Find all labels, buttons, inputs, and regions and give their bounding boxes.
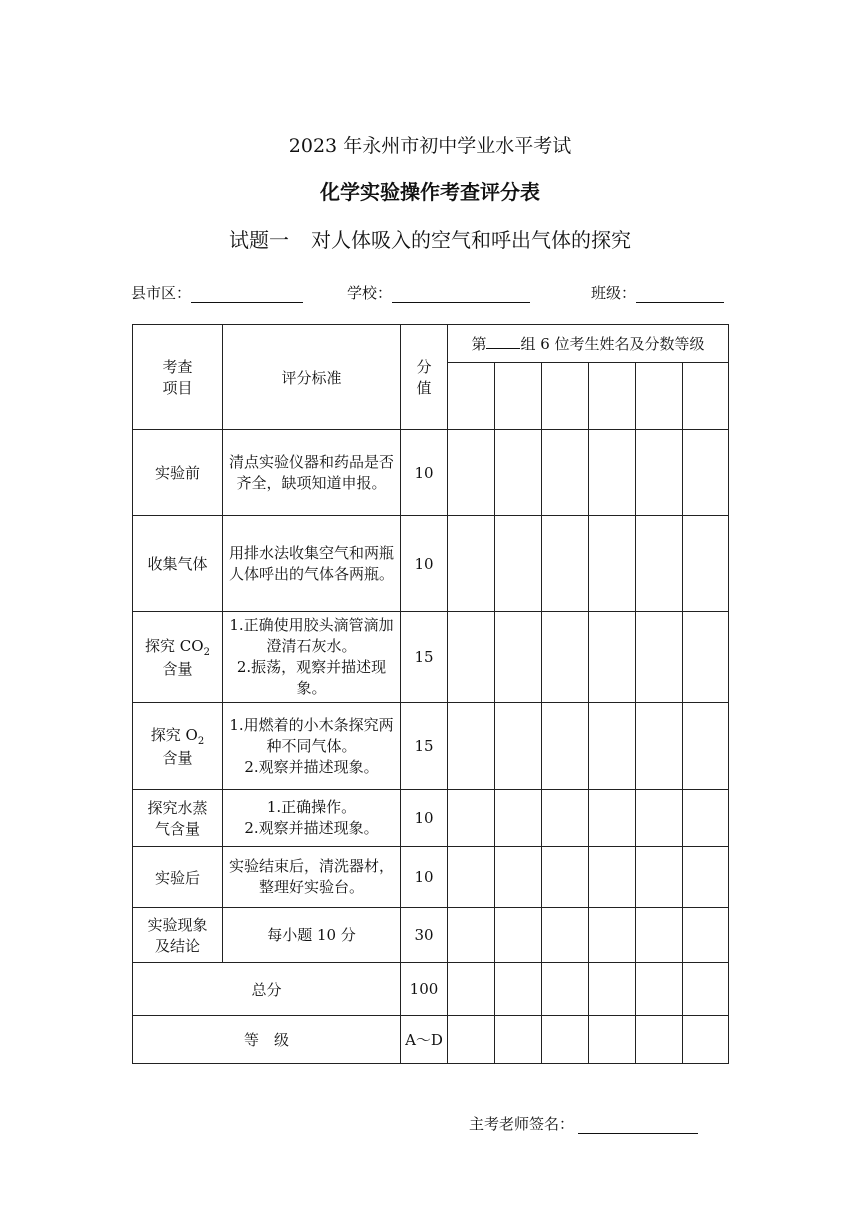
county-input-line[interactable] bbox=[191, 286, 303, 303]
score-cell[interactable] bbox=[542, 430, 589, 516]
score-cell[interactable] bbox=[542, 963, 589, 1016]
score-cell[interactable] bbox=[636, 847, 683, 908]
item-line1: 探究 O bbox=[150, 726, 198, 744]
score-cell[interactable] bbox=[683, 847, 729, 908]
score-cell[interactable] bbox=[495, 847, 542, 908]
score-cell[interactable] bbox=[448, 963, 495, 1016]
item-line2: 含量 bbox=[162, 660, 193, 678]
student-cell[interactable] bbox=[589, 363, 636, 430]
score-cell[interactable] bbox=[542, 612, 589, 703]
score-cell[interactable] bbox=[495, 430, 542, 516]
question-title: 对人体吸入的空气和呼出气体的探究 bbox=[311, 228, 631, 252]
item-header-line2: 项目 bbox=[162, 379, 193, 397]
criteria-line1: 1.正确使用胶头滴管滴加澄清石灰水。 bbox=[229, 616, 394, 655]
group-header-prefix: 第 bbox=[471, 335, 487, 353]
criteria-line2: 2.观察并描述现象。 bbox=[244, 757, 379, 776]
group-number-blank[interactable] bbox=[486, 334, 520, 349]
score-cell[interactable] bbox=[495, 908, 542, 963]
score-cell[interactable] bbox=[495, 963, 542, 1016]
score-cell[interactable] bbox=[542, 703, 589, 790]
table-row bbox=[133, 516, 729, 612]
criteria-cell bbox=[223, 790, 401, 847]
points-cell: 15 bbox=[401, 703, 448, 790]
table-row bbox=[133, 790, 729, 847]
grade-cell[interactable] bbox=[542, 1016, 589, 1064]
points-cell: 10 bbox=[401, 847, 448, 908]
item-subscript: 2 bbox=[203, 647, 210, 658]
item-line1: 探究水蒸 bbox=[147, 799, 208, 817]
county-label: 县市区： bbox=[131, 284, 192, 302]
score-cell[interactable] bbox=[542, 908, 589, 963]
score-cell[interactable] bbox=[636, 790, 683, 847]
points-cell: 10 bbox=[401, 430, 448, 516]
points-header-line1: 分 bbox=[416, 358, 432, 376]
group-header bbox=[448, 325, 729, 363]
grade-value: A～D bbox=[401, 1016, 448, 1064]
score-cell[interactable] bbox=[448, 612, 495, 703]
score-cell[interactable] bbox=[448, 847, 495, 908]
criteria-line1: 1.用燃着的小木条探究两种不同气体。 bbox=[229, 715, 394, 755]
score-cell[interactable] bbox=[589, 790, 636, 847]
criteria-line2: 2.观察并描述现象。 bbox=[244, 819, 379, 837]
table-row bbox=[133, 612, 729, 703]
class-input-line[interactable] bbox=[636, 286, 724, 303]
score-cell[interactable] bbox=[448, 430, 495, 516]
student-cell[interactable] bbox=[448, 363, 495, 430]
score-cell[interactable] bbox=[636, 612, 683, 703]
class-field bbox=[591, 282, 724, 303]
score-cell[interactable] bbox=[448, 790, 495, 847]
total-points: 100 bbox=[401, 963, 448, 1016]
item-line2: 含量 bbox=[162, 749, 193, 767]
student-cell[interactable] bbox=[636, 363, 683, 430]
grade-cell[interactable] bbox=[495, 1016, 542, 1064]
criteria-cell: 清点实验仪器和药品是否齐全，缺项知道申报。 bbox=[223, 430, 401, 516]
item-cell: 收集气体 bbox=[133, 516, 223, 612]
score-cell[interactable] bbox=[683, 430, 729, 516]
item-line1: 探究 CO bbox=[145, 637, 204, 655]
score-cell[interactable] bbox=[589, 430, 636, 516]
score-cell[interactable] bbox=[495, 703, 542, 790]
score-cell[interactable] bbox=[542, 847, 589, 908]
criteria-line1: 1.正确操作。 bbox=[266, 798, 357, 816]
grade-cell[interactable] bbox=[448, 1016, 495, 1064]
score-cell[interactable] bbox=[636, 908, 683, 963]
score-cell[interactable] bbox=[589, 516, 636, 612]
criteria-cell: 用排水法收集空气和两瓶人体呼出的气体各两瓶。 bbox=[223, 516, 401, 612]
grade-label: 等 级 bbox=[133, 1016, 401, 1064]
grade-row bbox=[133, 1016, 729, 1064]
school-input-line[interactable] bbox=[392, 286, 530, 303]
form-title: 化学实验操作考查评分表 bbox=[320, 180, 540, 204]
info-row bbox=[131, 282, 731, 302]
signature-line[interactable] bbox=[578, 1117, 698, 1134]
criteria-cell bbox=[223, 703, 401, 790]
student-cell[interactable] bbox=[495, 363, 542, 430]
table-row bbox=[133, 847, 729, 908]
question-title-line bbox=[0, 224, 860, 253]
item-header-line1: 考查 bbox=[162, 358, 193, 376]
score-cell[interactable] bbox=[542, 790, 589, 847]
score-cell[interactable] bbox=[683, 790, 729, 847]
total-row bbox=[133, 963, 729, 1016]
score-cell[interactable] bbox=[589, 963, 636, 1016]
score-cell[interactable] bbox=[683, 908, 729, 963]
score-cell[interactable] bbox=[448, 703, 495, 790]
score-cell[interactable] bbox=[636, 963, 683, 1016]
school-label: 学校： bbox=[347, 284, 393, 302]
item-cell bbox=[133, 612, 223, 703]
score-cell[interactable] bbox=[589, 908, 636, 963]
school-field bbox=[347, 282, 530, 303]
points-cell: 10 bbox=[401, 790, 448, 847]
signature-label: 主考老师签名： bbox=[469, 1115, 575, 1133]
points-cell: 15 bbox=[401, 612, 448, 703]
criteria-cell: 每小题 10 分 bbox=[223, 908, 401, 963]
score-cell[interactable] bbox=[495, 790, 542, 847]
criteria-cell: 实验结束后，清洗器材，整理好实验台。 bbox=[223, 847, 401, 908]
score-cell[interactable] bbox=[542, 516, 589, 612]
group-header-suffix: 组 6 位考生姓名及分数等级 bbox=[520, 335, 705, 353]
item-cell bbox=[133, 703, 223, 790]
item-cell: 实验后 bbox=[133, 847, 223, 908]
score-cell[interactable] bbox=[589, 847, 636, 908]
score-cell[interactable] bbox=[589, 612, 636, 703]
item-cell bbox=[133, 790, 223, 847]
item-line1: 实验现象 bbox=[147, 916, 208, 934]
score-cell[interactable] bbox=[636, 430, 683, 516]
class-label: 班级： bbox=[591, 284, 637, 302]
item-cell: 实验前 bbox=[133, 430, 223, 516]
item-line2: 及结论 bbox=[154, 937, 200, 955]
item-header bbox=[133, 325, 223, 430]
scoring-table bbox=[132, 324, 729, 1064]
grade-cell[interactable] bbox=[683, 1016, 729, 1064]
points-header-line2: 值 bbox=[416, 379, 432, 397]
criteria-header: 评分标准 bbox=[223, 325, 401, 430]
score-cell[interactable] bbox=[683, 516, 729, 612]
student-cell[interactable] bbox=[542, 363, 589, 430]
score-cell[interactable] bbox=[636, 703, 683, 790]
score-cell[interactable] bbox=[683, 703, 729, 790]
exam-title: 2023 年永州市初中学业水平考试 bbox=[288, 135, 572, 157]
grade-cell[interactable] bbox=[589, 1016, 636, 1064]
score-cell[interactable] bbox=[495, 516, 542, 612]
criteria-line2: 2.振荡，观察并描述现象。 bbox=[236, 658, 387, 697]
header-row bbox=[133, 325, 729, 363]
question-label: 试题一 bbox=[229, 228, 289, 252]
county-field bbox=[131, 282, 303, 303]
item-line2: 气含量 bbox=[154, 820, 200, 838]
signature-field bbox=[469, 1113, 698, 1134]
table-row bbox=[133, 430, 729, 516]
grade-cell[interactable] bbox=[636, 1016, 683, 1064]
score-cell[interactable] bbox=[589, 703, 636, 790]
score-cell[interactable] bbox=[448, 908, 495, 963]
score-cell[interactable] bbox=[683, 963, 729, 1016]
table-row bbox=[133, 908, 729, 963]
points-cell: 30 bbox=[401, 908, 448, 963]
points-cell: 10 bbox=[401, 516, 448, 612]
item-cell bbox=[133, 908, 223, 963]
score-cell[interactable] bbox=[683, 612, 729, 703]
criteria-cell bbox=[223, 612, 401, 703]
score-cell[interactable] bbox=[448, 516, 495, 612]
item-subscript: 2 bbox=[197, 736, 205, 747]
score-cell[interactable] bbox=[636, 516, 683, 612]
total-label: 总分 bbox=[133, 963, 401, 1016]
score-cell[interactable] bbox=[495, 612, 542, 703]
points-header bbox=[401, 325, 448, 430]
student-cell[interactable] bbox=[683, 363, 729, 430]
table-row bbox=[133, 703, 729, 790]
